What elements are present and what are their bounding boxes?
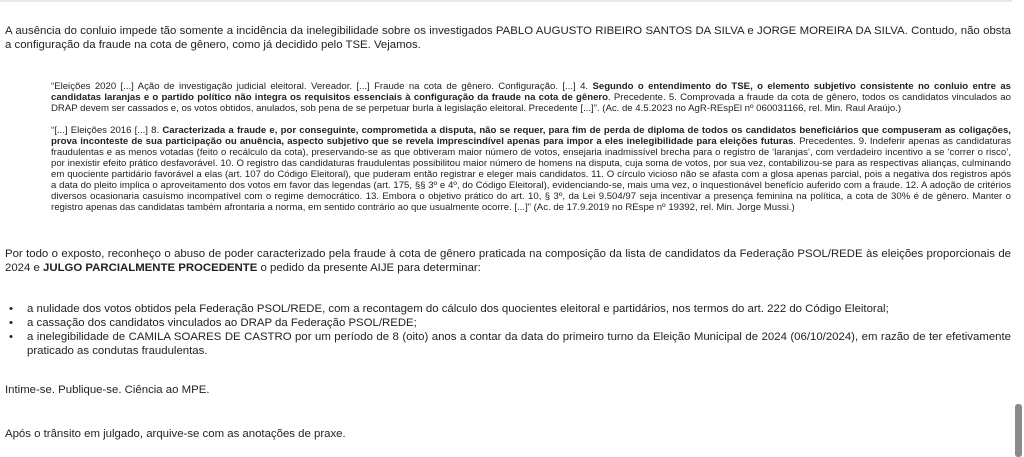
paragraph-intro: A ausência do conluio impede tão somente a incidência da inelegibilidade sobre os investigados PABLO AUGUSTO RIBEIRO SANTOS DA SILVA e JORGE MOREIRA DA SILVA. Contudo, não obsta a configuração da fraude na cota de gênero, como já decidido pelo TSE. Vejamos.: [5, 25, 1011, 51]
bullet-icon: •: [9, 317, 13, 329]
determinations-list: [5, 302, 1011, 358]
list-item-text: a nulidade dos votos obtidos pela Federação PSOL/REDE, com a recontagem do cálculo dos quocientes eleitoral e partidários, nos termos do art. 222 do Código Eleitoral;: [27, 303, 889, 315]
quote-2-emphasis: Caracterizada a fraude e, por conseguinte, comprometida a disputa, não se requer, para fim de perda de diploma de todos os candidatos beneficiários que compuseram as coligações, prova inconteste de sua participação ou anuência, aspecto subjetivo que se revela imprescindível apenas para impor a eles inelegibilidade para eleições futuras: [51, 125, 1011, 147]
closing-order-archive: Após o trânsito em julgado, arquive-se com as anotações de praxe.: [5, 428, 346, 440]
list-item-text: a inelegibilidade de CAMILA SOARES DE CASTRO por um período de 8 (oito) anos a contar da data do primeiro turno da Eleição Municipal de 2024 (06/10/2024), em razão de ter efetivamente praticado as condutas fraudulentas.: [27, 331, 1011, 357]
list-item: [5, 316, 1011, 330]
quote-2-text-start: “[...] Eleições 2016 [...] 8.: [51, 125, 163, 136]
paragraph-conclusion: [5, 247, 1011, 275]
list-item-text: a cassação dos candidatos vinculados ao DRAP da Federação PSOL/REDE;: [27, 317, 417, 329]
vertical-scrollbar[interactable]: [1012, 0, 1024, 457]
quote-1-emphasis: Segundo o entendimento do TSE, o elemento subjetivo consistente no conluio entre as candidatas laranjas e o partido político não integra os requisitos essenciais à configuração da fraude na cota de gênero: [51, 81, 1011, 103]
jurisprudence-quote-1: [51, 81, 1011, 114]
top-divider: [0, 0, 1024, 2]
conclusion-text-end: o pedido da presente AIJE para determinar:: [257, 262, 481, 274]
quote-1-text-start: “Eleições 2020 [...] Ação de investigação judicial eleitoral. Vereador. [...] Fraude na cota de gênero. Configuração. [...] 4.: [51, 81, 593, 92]
conclusion-text-start: Por todo o exposto, reconheço o abuso de poder caracterizado pela fraude à cota de gênero praticada na composição da lista de candidatos da Federação PSOL/REDE às eleições proporcionais de 2024 e: [5, 248, 1011, 274]
quote-2-text-end: . Precedentes. 9. Indeferir apenas as candidaturas fraudulentas e as menos votadas (feito o recálculo da cota), preservando-se as que obtiveram maior número de votos, ensejaria inadmissível brecha para o registro de ‘laranjas’, com verdadeiro incentivo a se ‘correr o risco’, por inexistir efeito prático desfavorável. 10. O registro das candidaturas fraudulentas possibilitou maior número de homens na disputa, cuja soma de votos, por sua vez, contabilizou-se para as respectivas alianças, culminando em quociente partidário favorável a elas (art. 107 do Código Eleitoral), que puderam então registrar e eleger mais candidatos. 11. O círculo vicioso não se afasta com a glosa apenas parcial, pois a negativa dos registros após a data do pleito implica o aproveitamento dos votos em favor das legendas (art. 175, §§ 3º e 4º, do Código Eleitoral), evidenciando-se, mais uma vez, o inquestionável benefício auferido com a fraude. 12. A adoção de critérios diversos ocasionaria casuísmo incompatível com o regime democrático. 13. Embora o objetivo prático do art. 10, § 3º, da Lei 9.504/97 seja incentivar a presença feminina na política, a cota de 30% é de gênero. Manter o registro apenas das candidatas também afrontaria a norma, em sentido contrário ao que usualmente ocorre. [...]” (Ac. de 17.9.2019 no REspe nº 19392, rel. Min. Jorge Mussi.): [51, 136, 1011, 213]
ruling-emphasis: JULGO PARCIALMENTE PROCEDENTE: [43, 262, 258, 274]
scrollbar-thumb[interactable]: [1015, 404, 1022, 457]
list-item: [5, 330, 1011, 358]
list-item: [5, 302, 1011, 316]
quote-1-text-end: . Precedente. 5. Comprovada a fraude da cota de gênero, todos os candidatos vinculados ao DRAP devem ser cassados e, os votos obtidos, anulados, sob pena de se perpetuar burla à legislação eleitoral. Precedente [...]”. (Ac. de 4.5.2023 no AgR-REspEl nº 060031166, rel. Min. Raul Araújo.): [51, 92, 1011, 114]
closing-order-publication: Intime-se. Publique-se. Ciência ao MPE.: [5, 384, 210, 396]
jurisprudence-quote-2: [51, 125, 1011, 213]
bullet-icon: •: [9, 331, 13, 343]
bullet-icon: •: [9, 303, 13, 315]
